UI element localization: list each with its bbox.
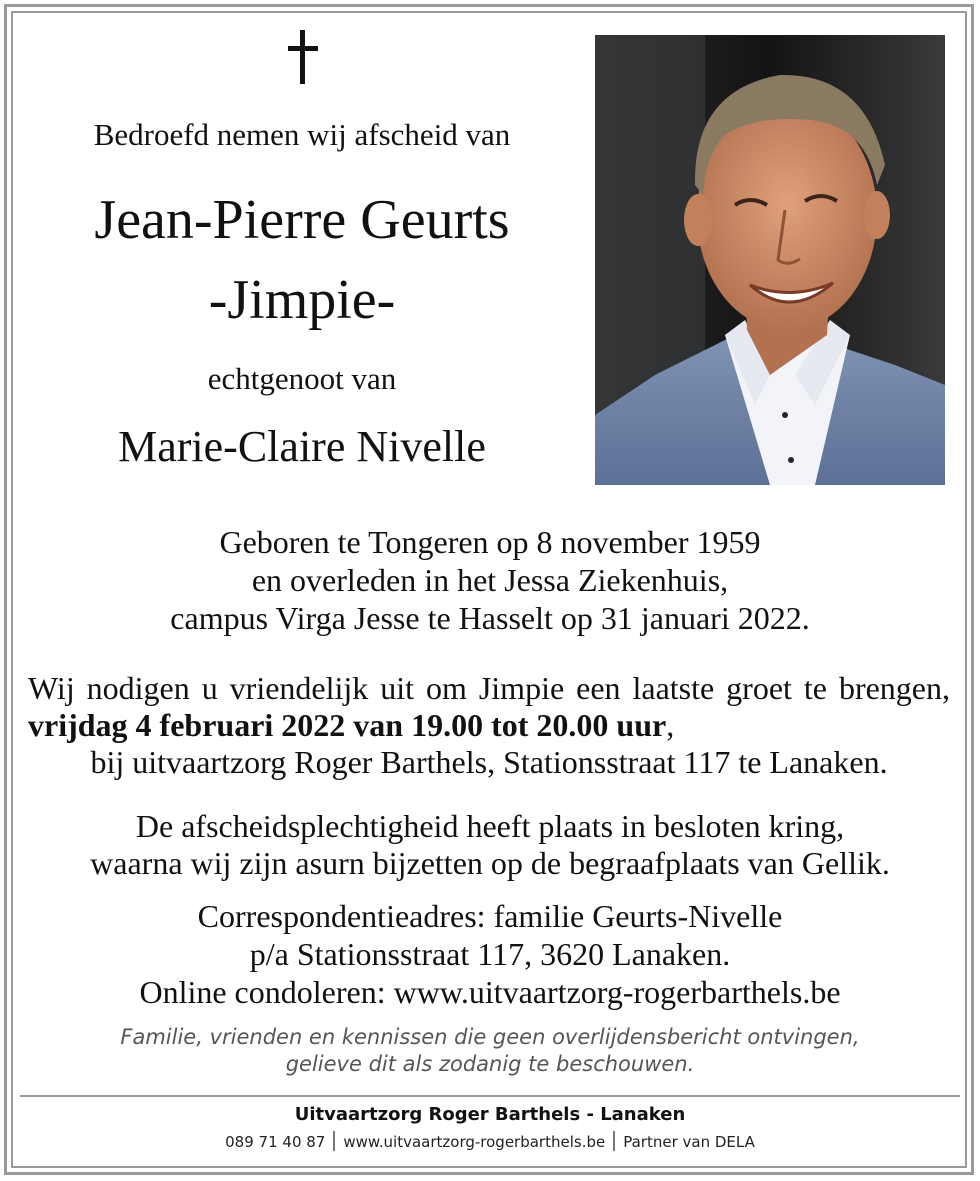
note-line-1: Familie, vrienden en kennissen die geen overlijdensbericht ontvingen, — [120, 1025, 860, 1049]
contact-line-1: Correspondentieadres: familie Geurts-Nivelle — [197, 898, 783, 934]
footer-separator — [613, 1131, 615, 1151]
ceremony-line-2: waarna wij zijn asurn bijzetten op de begraafplaats van Gellik. — [90, 845, 890, 881]
invitation-text — [28, 670, 950, 781]
invitation-location: bij uitvaartzorg Roger Barthels, Stationsstraat 117 te Lanaken. — [90, 744, 888, 780]
ceremony-line-1: De afscheidsplechtigheid heeft plaats in besloten kring, — [135, 808, 845, 844]
notice-note — [20, 1024, 960, 1078]
spouse-name: Marie-Claire Nivelle — [118, 422, 486, 471]
bio-line-3: campus Virga Jesse te Hasselt op 31 januari 2022. — [170, 600, 810, 636]
invitation-date-time: vrijdag 4 februari 2022 van 19.00 tot 20.00 uur — [28, 707, 667, 743]
footer-phone[interactable]: 089 71 40 87 — [225, 1133, 326, 1151]
footer-details — [20, 1131, 960, 1151]
deceased-name: Jean-Pierre Geurts — [94, 189, 510, 251]
contact-text — [20, 897, 960, 1011]
deceased-nickname: -Jimpie- — [208, 269, 396, 331]
note-line-2: gelieve dit als zodanig te beschouwen. — [285, 1052, 695, 1076]
birth-death-text — [20, 523, 960, 637]
invitation-part-1: Wij nodigen u vriendelijk uit om Jimpie een laatste groet te brengen, — [28, 670, 950, 706]
bio-line-1: Geboren te Tongeren op 8 november 1959 — [219, 524, 761, 560]
bio-line-2: en overleden in het Jessa Ziekenhuis, — [251, 562, 729, 598]
invitation-comma: , — [666, 707, 675, 743]
footer-divider — [20, 1095, 960, 1097]
intro-text: Bedroefd nemen wij afscheid van — [93, 117, 511, 152]
footer-website-link[interactable]: www.uitvaartzorg-rogerbarthels.be — [343, 1133, 606, 1151]
footer-separator — [333, 1131, 335, 1151]
spouse-label: echtgenoot van — [207, 361, 397, 396]
footer-company: Uitvaartzorg Roger Barthels - Lanaken — [294, 1104, 686, 1125]
footer-partner: Partner van DELA — [623, 1133, 755, 1151]
contact-line-2: p/a Stationsstraat 117, 3620 Lanaken. — [249, 936, 731, 972]
ceremony-text — [20, 808, 960, 882]
cross-icon — [284, 30, 324, 84]
portrait-photo — [595, 35, 945, 485]
online-condolence-link[interactable]: Online condoleren: www.uitvaartzorg-rogerbarthels.be — [139, 974, 841, 1010]
